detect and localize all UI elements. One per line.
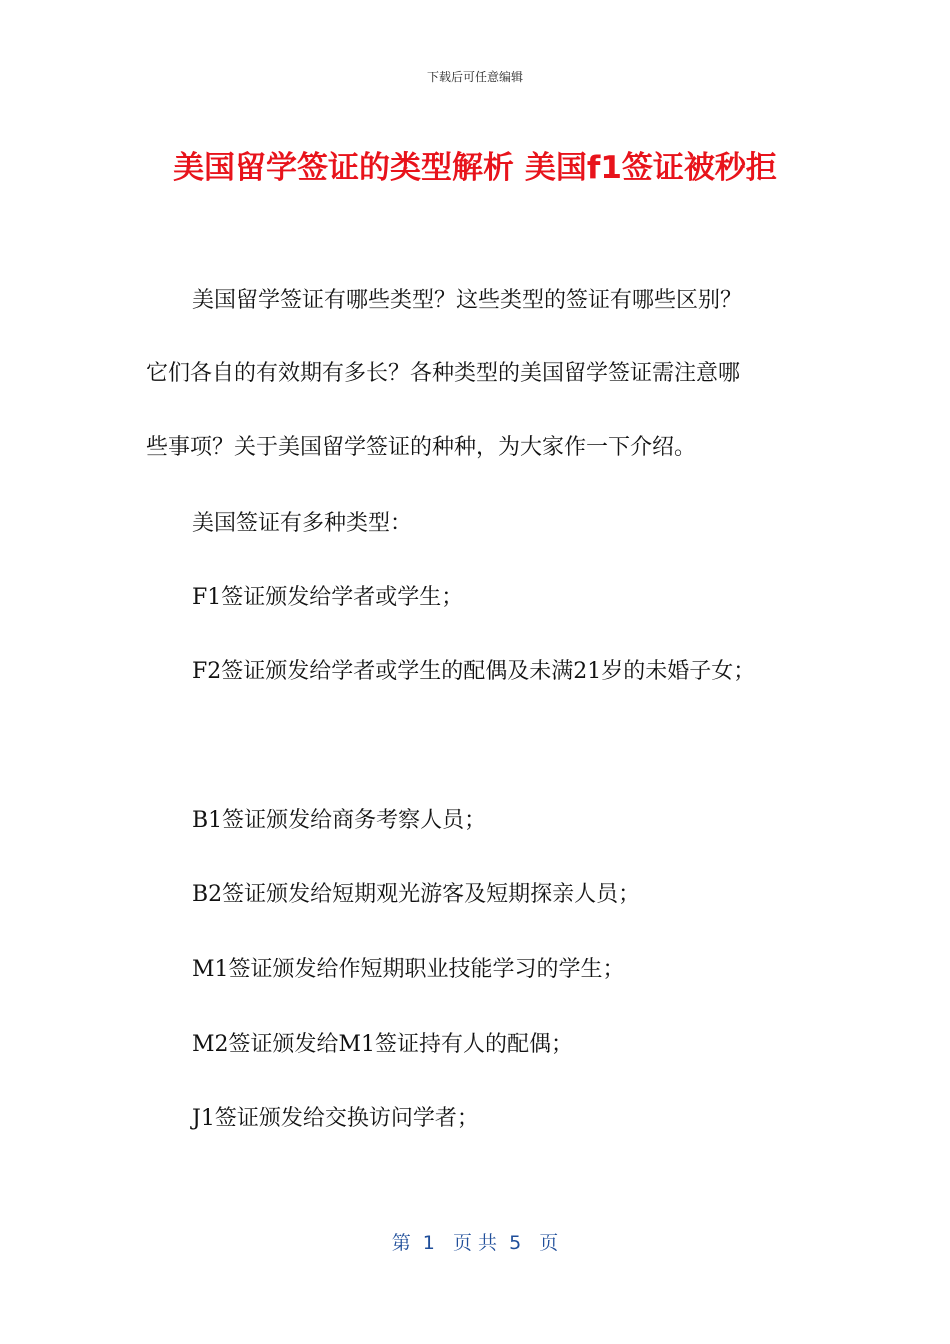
visa-item-b1: B1签证颁发给商务考察人员； xyxy=(192,808,487,833)
visa-item-b2: B2签证颁发给短期观光游客及短期探亲人员； xyxy=(192,882,641,907)
header-note: 下载后可任意编辑 xyxy=(426,70,523,84)
document-title: 美国留学签证的类型解析 美国f1签证被秒拒 xyxy=(173,150,777,186)
intro-line-3: 些事项？关于美国留学签证的种种，为大家作一下介绍。 xyxy=(146,435,697,460)
visa-item-m1: M1签证颁发给作短期职业技能学习的学生； xyxy=(192,957,625,982)
intro-line-1: 美国留学签证有哪些类型？这些类型的签证有哪些区别？ xyxy=(192,288,743,313)
visa-item-f1: F1签证颁发给学者或学生； xyxy=(192,585,464,610)
page-footer: 第 1 页 共 5 页 xyxy=(391,1232,559,1254)
visa-item-m2: M2签证颁发给M1签证持有人的配偶； xyxy=(192,1032,574,1057)
visa-item-f2: F2签证颁发给学者或学生的配偶及未满21岁的未婚子女； xyxy=(192,659,756,684)
visa-item-j1: J1签证颁发给交换访问学者； xyxy=(192,1106,479,1131)
types-heading: 美国签证有多种类型： xyxy=(192,511,413,536)
intro-line-2: 它们各自的有效期有多长？各种类型的美国留学签证需注意哪 xyxy=(146,361,741,386)
